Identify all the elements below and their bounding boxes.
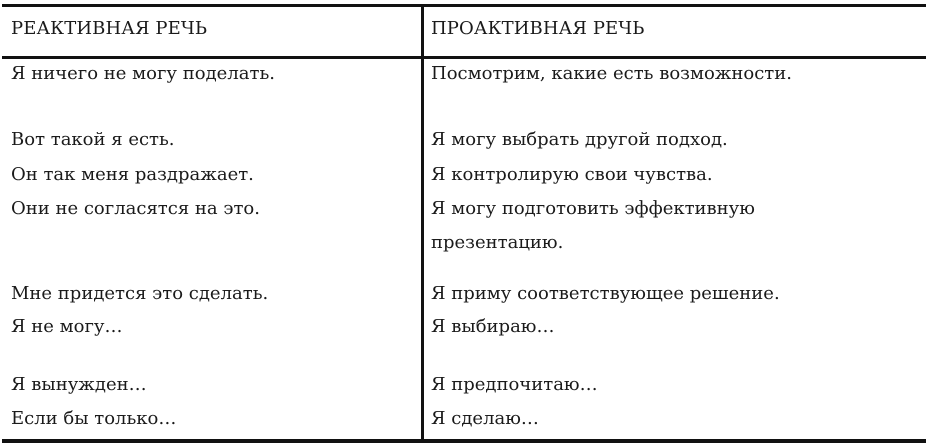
reactive-line: Они не согласятся на это. xyxy=(11,198,260,219)
table-top-rule xyxy=(2,4,926,7)
header-reactive: РЕАКТИВНАЯ РЕЧЬ xyxy=(11,18,208,39)
proactive-line: Я контролирую свои чувства. xyxy=(431,164,713,185)
column-divider xyxy=(421,4,424,443)
header-proactive: ПРОАКТИВНАЯ РЕЧЬ xyxy=(431,18,645,39)
reactive-line: Вот такой я есть. xyxy=(11,129,175,150)
proactive-line: Я приму соответствующее решение. xyxy=(431,283,780,304)
reactive-line: Я ничего не могу поделать. xyxy=(11,63,275,84)
proactive-line: Я могу выбрать другой подход. xyxy=(431,129,728,150)
header-separator-rule xyxy=(2,56,926,59)
table-bottom-rule xyxy=(2,439,926,443)
proactive-line: Посмотрим, какие есть возможности. xyxy=(431,63,792,84)
proactive-line: Я предпочитаю… xyxy=(431,374,598,395)
proactive-line: Я выбираю… xyxy=(431,316,555,337)
reactive-line: Если бы только… xyxy=(11,408,177,429)
proactive-line: Я сделаю… xyxy=(431,408,539,429)
proactive-line: презентацию. xyxy=(431,232,564,253)
reactive-line: Мне придется это сделать. xyxy=(11,283,269,304)
proactive-line: Я могу подготовить эффективную xyxy=(431,198,755,219)
reactive-line: Он так меня раздражает. xyxy=(11,164,254,185)
reactive-line: Я не могу… xyxy=(11,316,123,337)
reactive-line: Я вынужден… xyxy=(11,374,147,395)
